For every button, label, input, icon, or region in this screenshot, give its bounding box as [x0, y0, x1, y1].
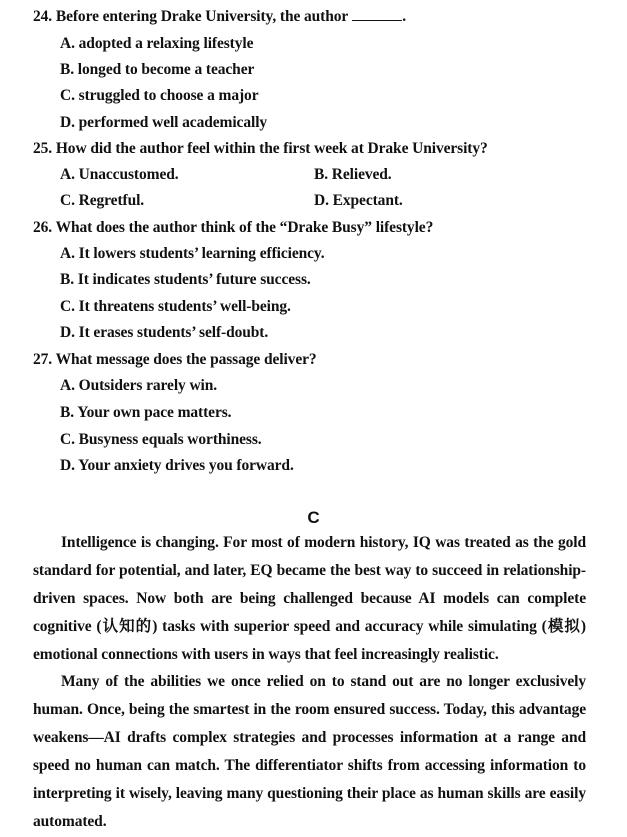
question-26-option-a: A. It lowers students’ learning efficiency.: [60, 245, 325, 262]
question-26-option-b: B. It indicates students’ future success.: [60, 271, 311, 288]
question-25-stem: 25. How did the author feel within the first week at Drake University?: [33, 140, 488, 157]
question-27-option-d: D. Your anxiety drives you forward.: [60, 457, 294, 474]
question-24-stem: [33, 8, 406, 26]
question-25-option-c: C. Regretful.: [60, 192, 145, 209]
question-25-option-d: D. Expectant.: [314, 192, 403, 209]
answer-blank: [352, 8, 402, 21]
question-24-option-a: A. adopted a relaxing lifestyle: [60, 35, 254, 52]
question-24-stem-end: .: [402, 8, 406, 25]
passage-paragraph-2: Many of the abilities we once relied on to stand out are no longer exclusively human. Once, being the smartest in the room ensured success. Today, this advantage weakens—AI drafts complex strategies and processes information at a range and speed no human can match. The differentiator shifts from accessing information to interpreting it wisely, leaving many questioning their place as human skills are easily automated.: [33, 673, 586, 831]
question-25-option-a: A. Unaccustomed.: [60, 166, 179, 183]
question-25-option-b: B. Relieved.: [314, 166, 392, 183]
question-24-stem-text: 24. Before entering Drake University, the author: [33, 8, 349, 25]
section-heading-c: C: [307, 508, 320, 527]
question-26-stem: 26. What does the author think of the “Drake Busy” lifestyle?: [33, 219, 434, 236]
question-24-option-d: D. performed well academically: [60, 114, 268, 131]
passage-paragraph-1: Intelligence is changing. For most of modern history, IQ was treated as the gold standard for potential, and later, EQ became the best way to succeed in relationship-driven spaces. Now both are being challenged because AI models can complete cognitive (认知的) tasks with superior speed and accuracy while simulating (模拟) emotional connections with users in ways that feel increasingly realistic.: [33, 534, 586, 664]
question-24-option-b: B. longed to become a teacher: [60, 61, 255, 78]
question-26-option-d: D. It erases students’ self-doubt.: [60, 324, 269, 341]
question-27-stem: 27. What message does the passage deliver?: [33, 351, 317, 368]
question-27-option-b: B. Your own pace matters.: [60, 404, 232, 421]
question-27-option-a: A. Outsiders rarely win.: [60, 377, 218, 394]
question-27-option-c: C. Busyness equals worthiness.: [60, 431, 262, 448]
question-26-option-c: C. It threatens students’ well-being.: [60, 298, 291, 315]
question-24-option-c: C. struggled to choose a major: [60, 87, 259, 104]
